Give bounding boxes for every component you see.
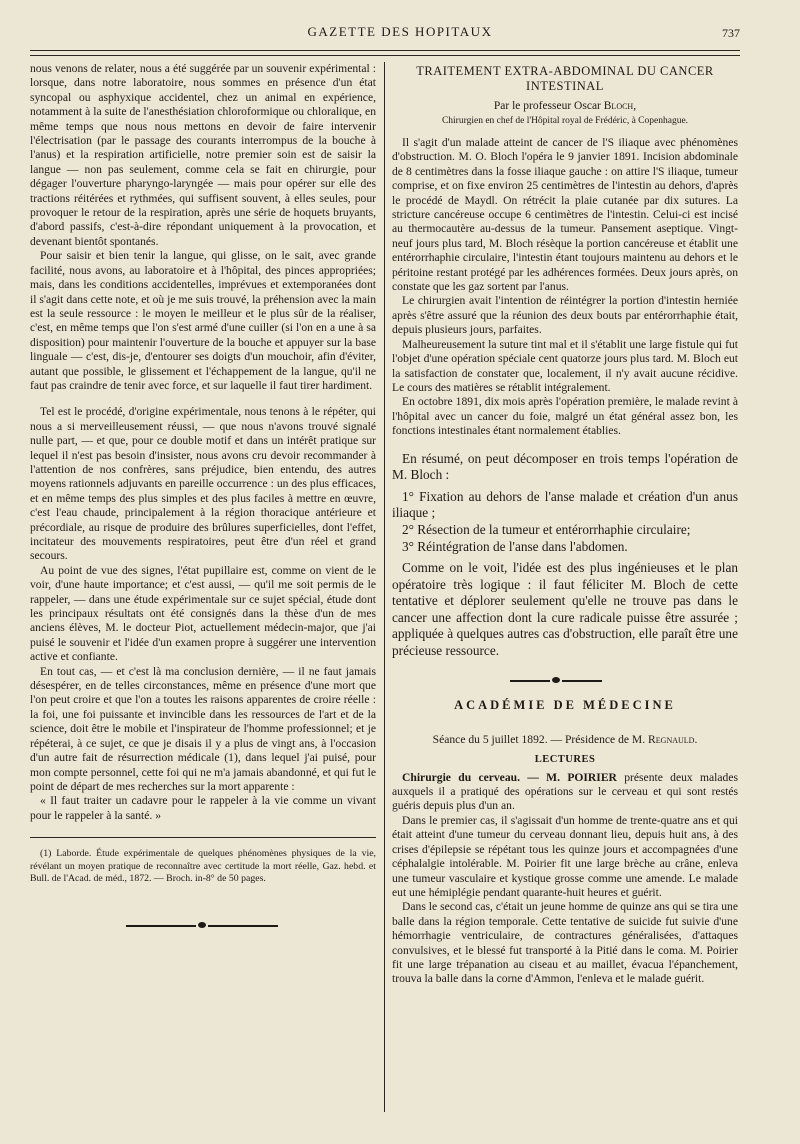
footnote-rule (30, 837, 376, 838)
paragraph: En tout cas, — et c'est là ma conclusion dernière, — il ne faut jamais désespérer, en de telles circonstances, même en présence d'une mort que l'on peut croire et que l'on a toutes les raisons apparentes de croire réelle : la foi, une foi puissante et invincible dans les ressources de l'art et de la science, doit être le mobile et l'inspirateur de l'homme professionnel; et je répéterai, à ce sujet, ce que je disais il y a plus de vingt ans, à l'occasion d'un autre fait de résurrection médicale (1), dans lequel j'ai puisé, pour mon compte personnel, cette foi qui ne m'a jamais abandonné, et qui fut le point de départ de mes recherches sur la mort apparente : (30, 664, 376, 793)
author-affiliation: Chirurgien en chef de l'Hôpital royal de Frédéric, à Copenhague. (441, 116, 689, 126)
seance-line (392, 733, 738, 746)
lectures-heading: LECTURES (534, 753, 596, 765)
paragraph: Pour saisir et bien tenir la langue, qui glisse, on le sait, avec grande facilité, nous avons, au laboratoire et à l'hôpital, des pinces appropriées; mais, dans les conditions accidentelles, imprévues et extemporanées dont il s'agit dans cette note, et où je me suis trouvé, la préhension avec la main est la seule ressource : le moyen le meilleur et le plus sûr de la réaliser, c'est, en même temps que l'on s'est armé d'une cuiller (si l'on en a une à sa disposition) pour maintenir l'ouverture de la bouche et appuyer sur la base linguale — c'est, dis-je, d'entourer ses doigts d'un mouchoir, afin d'éviter, autant que possible, le glissement et l'échappement de la langue, qu'il ne faut pas craindre de tenir avec force, et sur laquelle il faut tirer hardiment. (30, 249, 376, 392)
page-number: 737 (722, 26, 740, 40)
paragraph: Au point de vue des signes, l'état pupillaire est, comme on vient de le voir, d'une haute importance; et c'est aussi, — qu'il me soit permis de le rappeler, — dans une étude expérimentale sur ce sujet spécial, étude dont les principaux résultats ont été consignés dans la thèse d'un de mes anciens élèves, M. le docteur Piot, actuellement médecin-major, que j'ai puisé le souvenir et l'idée d'un examen propre à suggérer une intervention active et confiante. (30, 563, 376, 664)
president-name: Regnauld. (648, 732, 698, 746)
running-header (0, 24, 800, 44)
paragraph: Le chirurgien avait l'intention de réintégrer la portion d'intestin herniée après s'être assuré que la réunion des deux bouts par entérorrhaphie était, depuis plusieurs jours, parfaites. (392, 294, 738, 337)
section-heading: ACADÉMIE DE MÉDECINE (454, 697, 676, 712)
step-item: 1° Fixation au dehors de l'anse malade et création d'un anus iliaque ; (392, 488, 738, 521)
paragraph: En octobre 1891, dix mois après l'opération première, le malade revint à l'hôpital avec un cancer du foie, malgré un état général assez bon, les fonctions intestinales étant normalement établies. (392, 395, 738, 438)
byline-prefix: Par le professeur Oscar (493, 100, 604, 112)
author-name: Bloch, (603, 100, 637, 112)
left-column (30, 62, 376, 933)
paragraph: Dans le premier cas, il s'agissait d'un homme de trente-quatre ans et qui était atteint d'une tumeur du cerveau donnant lieu, depuis huit ans, à des crises d'épilepsie se répétant tous les quinze jours et accompagnées d'une céphalalgie intolérable. M. Poirier fit une large brèche au crâne, enleva une tumeur vasculaire et kystique grosse comme une amende. Le malade eut une hémiplégie pendant quarante-huit heures et guérit. (392, 813, 738, 899)
lecture-title: Chirurgie du cerveau. — M. POIRIER (402, 770, 617, 784)
seance-text: Séance du 5 juillet 1892. — Présidence de M. (432, 732, 649, 746)
column-divider (384, 62, 385, 1112)
end-ornament (30, 919, 376, 933)
summary-block (392, 451, 738, 660)
footnote-text: (1) Laborde. Étude expérimentale de quelques phénomènes physiques de la vie, révélant un moyen pratique de reconnaître avec certitude la mort réelle, Gaz. hebd. et Bull. de l'Acad. de méd., 1872. — Broch. in-8° de 50 pages. (30, 848, 376, 884)
paragraph: Il s'agit d'un malade atteint de cancer de l'S iliaque avec phénomènes d'obstruction. M. O. Bloch l'opéra le 9 janvier 1891. Incision abdominale de 8 centimètres dans la fosse iliaque gauche : on attire l'S iliaque, tumeur comprise, et on fixe environ 25 centimètres de l'intestin au dehors, d'après le procédé de Maydl. On rétrécit la plaie cutanée par dix sutures. La stricture cancéreuse occupe 6 centimètres de l'intestin. Celui-ci est incisé au thermocautère au-dessus de la tumeur. Pansement aseptique. Vingt-neuf jours plus tard, M. Bloch résèque la portion cancéreuse et établit une entérorrhaphie circulaire, l'intestin étant toujours maintenu au dehors et le péritoine restant protégé par les adhérences formées. Deux jours après, on constate que les gaz sortent par l'anus. (392, 136, 738, 294)
section-ornament (392, 674, 738, 688)
article-title: TRAITEMENT EXTRA-ABDOMINAL DU CANCER INTESTINAL (416, 64, 714, 93)
paragraph: Malheureusement la suture tint mal et il s'établit une large fistule qui fut l'objet d'une opération spéciale cent quatorze jours plus tard. M. Bloch eut la satisfaction de constater que, localement, il n'y avait aucune récidive. Le cours des matières se rétablit intégralement. (392, 337, 738, 394)
step-item: 3° Réintégration de l'anse dans l'abdomen. (402, 538, 628, 554)
step-item: 2° Résection de la tumeur et entérorrhaphie circulaire; (402, 521, 691, 537)
byline (392, 100, 738, 112)
header-rule-double (30, 55, 740, 56)
lecture-text: présente deux malades auxquels il a pratiqué des opérations sur le cerveau et qui sont restés guéris depuis plus d'un an. (392, 770, 738, 813)
paragraph: Dans le second cas, c'était un jeune homme de quinze ans qui se tira une balle dans la région temporale. Cette tentative de suicide fut suivie d'une hémorrhagie ventriculaire, de contractures généralisées, d'attaques convulsives, et le blessé fut transporté à la Pitié dans le coma. M. Poirier fit une large trépanation au ciseau et au maillet, évacua l'épanchement, trouva la balle dans la corne d'Ammon, l'enleva et le malade guérit. (392, 900, 738, 986)
header-rule (30, 50, 740, 51)
right-column (392, 62, 738, 987)
paragraph: nous venons de relater, nous a été suggérée par un souvenir expérimental : lorsque, dans notre laboratoire, nous sommes en présence d'un état syncopal ou asphyxique accidentel, chez un animal en expérience, notamment à la suite de l'anesthésiation chloroformique ou chloralique, en même temps que nous nous mettons en devoir de faire intervenir l'électrisation (par le passage des courants interrompus de la bouche à l'anus) et la respiration artificielle, notre premier soin est de saisir la langue — non pas seulement, comme cela se fait en chirurgie, pour dégager l'ouverture pharyngo-laryngée — mais pour opérer sur elle des tractions réitérées et rythmées, qui suffisent souvent, à elles seules, pour provoquer le retour de la respiration, après une série de hoquets bruyants, d'abord passifs, c'est-à-dire répondant uniquement à la provocation, et devenant bientôt spontanés. (30, 62, 376, 248)
lecture-intro (392, 771, 738, 814)
paragraph: Tel est le procédé, d'origine expérimentale, nous tenons à le répéter, qui nous a si merveilleusement réussi, — que nous n'avons trouvé signalé nulle part, — et que, pour ce double motif et dans un intérêt pratique sur lequel il n'est pas besoin d'insister, nous avons cru devoir recommander à l'attention de nos confrères, sans préjudice, bien entendu, des autres moyens rationnels adjuvants en pareille occurrence : un des plus efficaces, et en même temps des plus simples et des plus faciles à mettre en œuvre, c'est l'eau chaude, principalement à la région thoracique antérieure et précordiale, au risque de produire des brûlures superficielles, dont l'effet, incitateur des mouvements respiratoires, peut être d'un réel et grand secours. (30, 405, 376, 563)
footnote (30, 848, 376, 885)
summary-intro: En résumé, on peut décomposer en trois temps l'opération de M. Bloch : (392, 450, 738, 483)
conclusion: Comme on le voit, l'idée est des plus ingénieuses et le plan opératoire très logique : il faut féliciter M. Bloch de cette tentative et déplorer seulement qu'elle ne trouve pas dans le cancer une affection dont la cure radicale puisse être assurée ; appliquée à quelques autres cas d'obstruction, elle paraît être une précieuse ressource. (392, 560, 738, 659)
quotation: « Il faut traiter un cadavre pour le rappeler à la vie comme un vivant pour le rappeler à la santé. » (30, 794, 376, 822)
journal-title: GAZETTE DES HOPITAUX (307, 24, 493, 39)
